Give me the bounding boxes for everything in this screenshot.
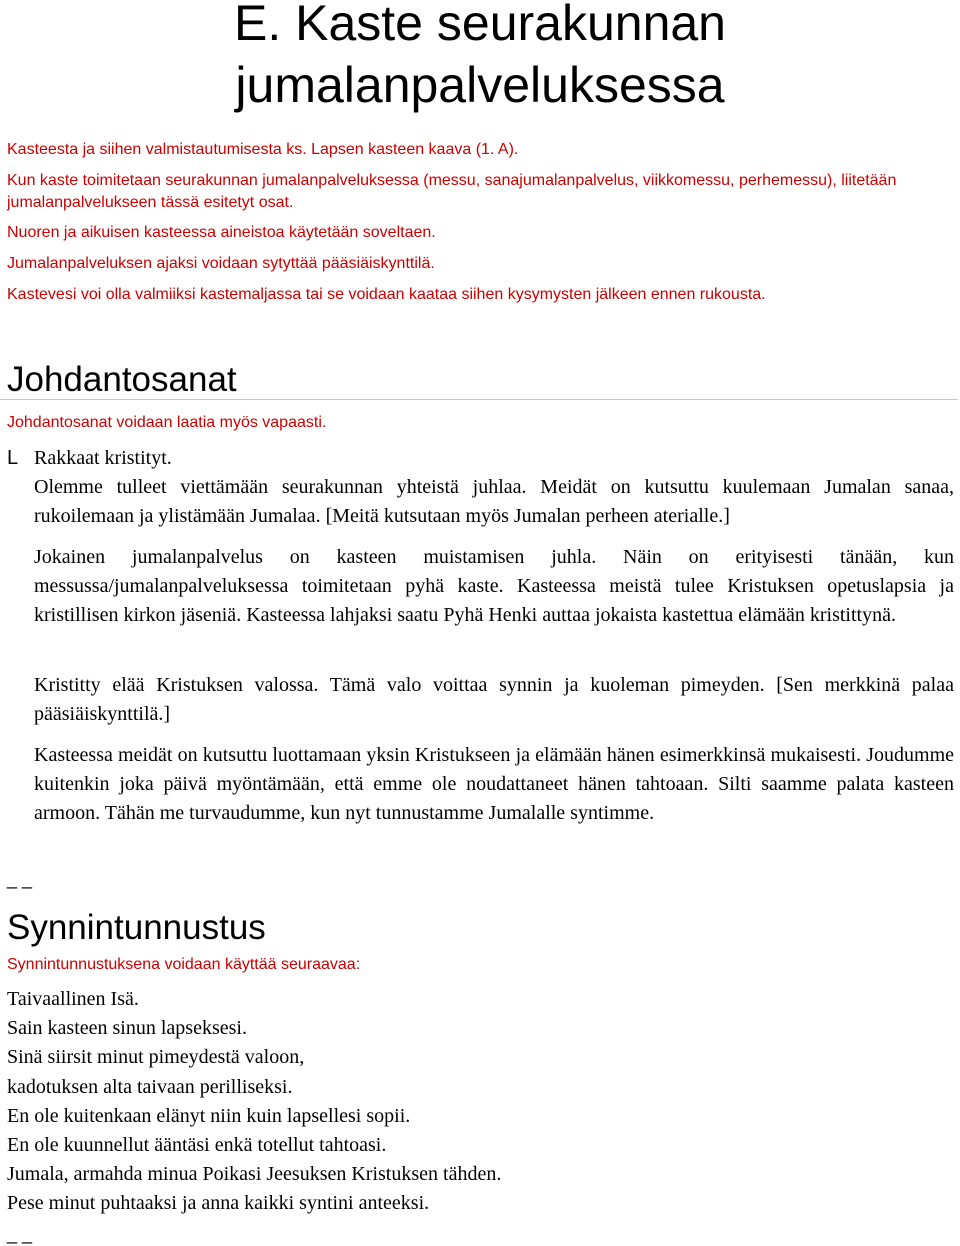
johdantosanat-paragraph-3: Jokainen jumalanpalvelus on kasteen muistamisen juhla. Näin on erityisesti tänään, kun messussa/jumalanpalveluksessa toimitetaan pyhä kaste. Kasteessa meistä tulee Kristuksen opetuslapsia ja kristillisen kirkon jäseniä. Kasteessa lahjaksi saatu Pyhä Henki auttaa jokaista kastettua elämään kristittynä.	[34, 546, 954, 626]
intro-rubric-2: Kun kaste toimitetaan seurakunnan jumalanpalveluksessa (messu, sanajumalanpalvelus, viikkomessu, perhemessu), liitetään jumalanpalvelukseen tässä esitetyt osat.	[7, 172, 897, 211]
johdantosanat-rubric: Johdantosanat voidaan laatia myös vapaasti.	[7, 414, 327, 431]
section-end-mark: _ _	[7, 869, 33, 889]
title-line-1: E. Kaste seurakunnan	[234, 0, 726, 51]
intro-rubric-5: Kastevesi voi olla valmiiksi kastemaljassa tai se voidaan kaataa siihen kysymysten jälkeen ennen rukousta.	[7, 286, 766, 303]
speaker-label: L	[7, 447, 19, 469]
intro-rubric-4: Jumalanpalveluksen ajaksi voidaan sytyttää pääsiäiskynttilä.	[7, 255, 435, 272]
confession-line: kadotuksen alta taivaan perilliseksi.	[7, 1075, 293, 1098]
title-line-2: jumalanpalveluksessa	[235, 57, 725, 113]
section-heading-synnintunnustus: Synnintunnustus	[7, 908, 266, 947]
confession-line: Jumala, armahda minua Poikasi Jeesuksen Kristuksen tähden.	[7, 1163, 502, 1186]
confession-text	[7, 985, 947, 1219]
confession-line: En ole kuunnellut ääntäsi enkä totellut tahtoasi.	[7, 1134, 387, 1157]
johdantosanat-paragraph-1: Rakkaat kristityt.	[34, 447, 172, 469]
intro-rubric-1: Kasteesta ja siihen valmistautumisesta ks. Lapsen kasteen kaava (1. A).	[7, 141, 519, 158]
confession-line: En ole kuitenkaan elänyt niin kuin lapsellesi sopii.	[7, 1104, 411, 1127]
johdantosanat-paragraph-2: Olemme tulleet viettämään seurakunnan yhteistä juhlaa. Meidät on kutsuttu kuulemaan Jumalan sanaa, rukoilemaan ja ylistämään Jumalaa. [Meitä kutsutaan myös Jumalan perheen aterialle.]	[34, 476, 954, 527]
johdantosanat-paragraph-5: Kasteessa meidät on kutsuttu luottamaan yksin Kristukseen ja elämään hänen esimerkkinsä mukaisesti. Joudumme kuitenkin joka päivä myöntämään, että emme ole noudattaneet hänen tahtoaan. Silti saamme palata kasteen armoon. Tähän me turvaudumme, kun nyt tunnustamme Jumalalle syntimme.	[34, 744, 954, 824]
intro-rubric-3: Nuoren ja aikuisen kasteessa aineistoa käytetään soveltaen.	[7, 224, 436, 241]
section-divider	[0, 399, 958, 400]
confession-line: Pese minut puhtaaksi ja anna kaikki syntini anteeksi.	[7, 1192, 430, 1215]
confession-line: Sinä siirsit minut pimeydestä valoon,	[7, 1046, 305, 1069]
section-end-mark: _ _	[7, 1224, 33, 1244]
confession-line: Sain kasteen sinun lapseksesi.	[7, 1017, 247, 1040]
section-heading-johdantosanat: Johdantosanat	[7, 360, 237, 399]
synnintunnustus-rubric: Synnintunnustuksena voidaan käyttää seuraavaa:	[7, 956, 361, 973]
document-title	[0, 0, 960, 116]
johdantosanat-paragraph-4: Kristitty elää Kristuksen valossa. Tämä valo voittaa synnin ja kuoleman pimeyden. [Sen merkkinä palaa pääsiäiskynttilä.]	[34, 674, 954, 725]
confession-line: Taivaallinen Isä.	[7, 988, 139, 1010]
